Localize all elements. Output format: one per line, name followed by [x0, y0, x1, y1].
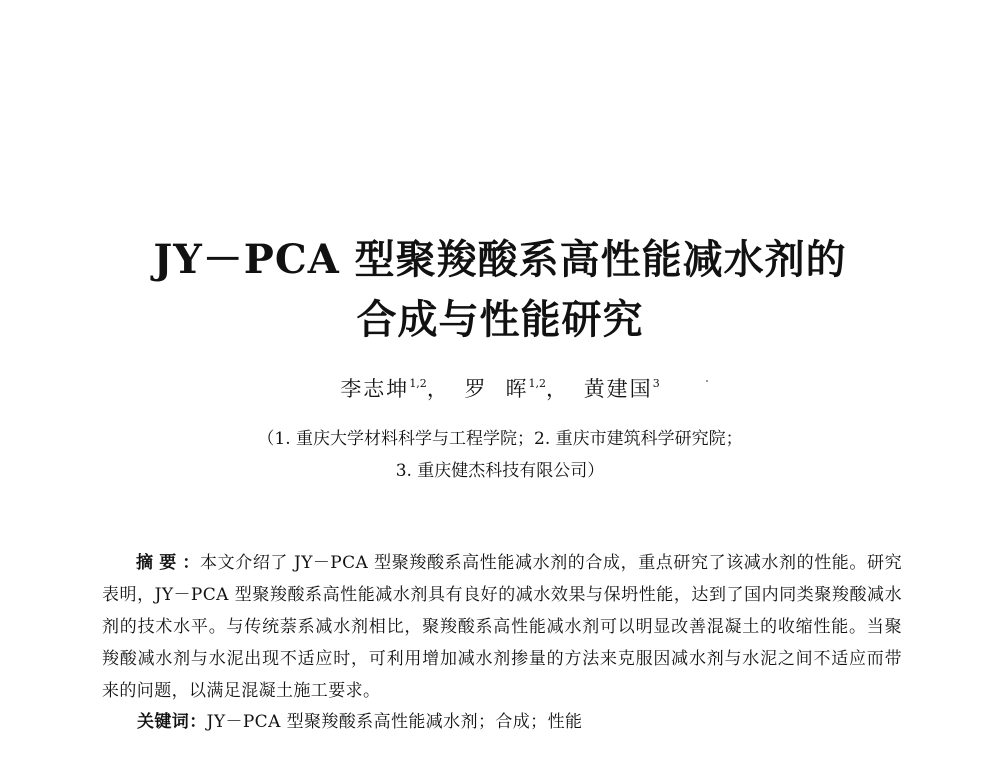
- keywords-label: 关键词：: [137, 712, 207, 732]
- author-name: 李志坤: [340, 377, 410, 401]
- author-name: 晖: [505, 377, 529, 401]
- author-list: [0, 373, 1000, 403]
- author-affiliation-mark: 1,2: [528, 377, 546, 390]
- author-name: 罗: [464, 377, 488, 401]
- author-affiliation-mark: 3: [652, 377, 660, 390]
- scan-speck: [706, 380, 708, 382]
- author-name: 黄建国: [583, 377, 653, 401]
- author-affiliation-mark: 1,2: [409, 377, 427, 390]
- title-line-2: 合成与性能研究: [356, 296, 644, 343]
- abstract-text: 本文介绍了 JY－PCA 型聚羧酸系高性能减水剂的合成，重点研究了该减水剂的性能。研究表明，JY－PCA 型聚羧酸系高性能减水剂具有良好的减水效果与保坍性能，达到了国内同类聚羧酸减水剂的技术水平。与传统萘系减水剂相比，聚羧酸系高性能减水剂可以明显改善混凝土的收缩性能。当聚羧酸减水剂与水泥出现不适应时，可利用增加减水剂掺量的方法来克服因减水剂与水泥之间不适应而带来的问题，以满足混凝土施工要求。: [102, 553, 902, 701]
- keywords-line: [137, 706, 897, 738]
- author-separator: ，: [546, 377, 569, 401]
- affiliation-line-1: （1. 重庆大学材料科学与工程学院；2. 重庆市建筑科学研究院；: [257, 429, 743, 449]
- author-separator: ，: [426, 377, 450, 401]
- keywords-text: JY－PCA 型聚羧酸系高性能减水剂；合成；性能: [206, 712, 583, 732]
- abstract-paragraph: [102, 547, 902, 707]
- abstract-label-colon: ：: [182, 553, 201, 573]
- abstract-label: 摘要: [136, 553, 183, 573]
- affiliation-line-2: 3. 重庆健杰科技有限公司）: [395, 461, 605, 481]
- title-line-1: JY－PCA 型聚羧酸系高性能减水剂的: [153, 236, 847, 283]
